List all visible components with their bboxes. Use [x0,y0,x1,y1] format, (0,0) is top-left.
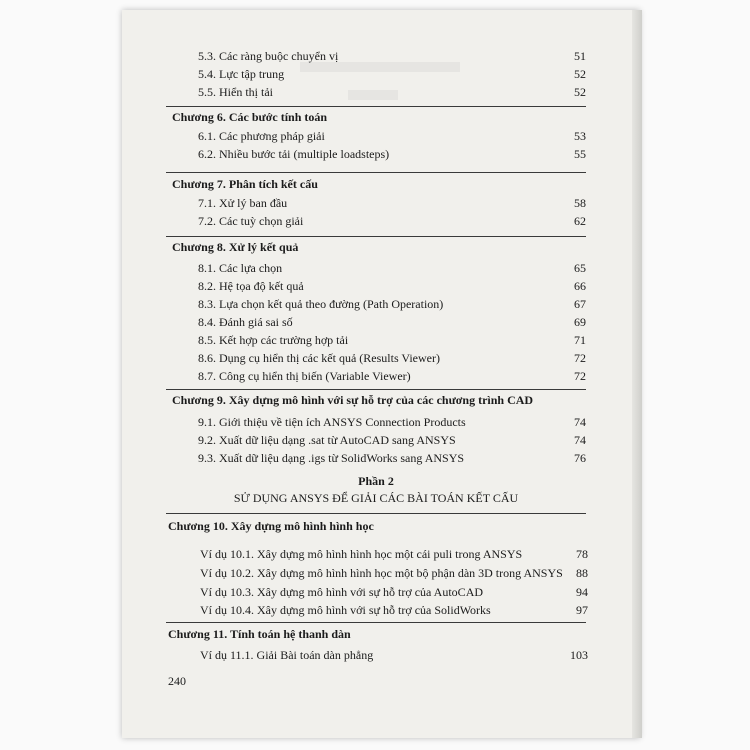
toc-entry-title: 9.3. Xuất dữ liệu dạng .igs từ SolidWorks sang ANSYS [198,451,465,465]
toc-entry-page: 65 [574,261,586,275]
toc-entry-page: 76 [574,451,586,465]
toc-entry-title: 5.3. Các ràng buộc chuyển vị [198,49,339,63]
toc-entry-title: 6.1. Các phương pháp giải [198,129,325,143]
toc-entry-title: Ví dụ 11.1. Giải Bài toán dàn phẳng [200,648,374,662]
toc-entry [198,315,586,331]
toc-entry-page: 67 [574,297,586,311]
toc-entry-title: 9.2. Xuất dữ liệu dạng .sat từ AutoCAD sang ANSYS [198,433,456,447]
divider [166,622,586,623]
toc-entry-title: 9.1. Giới thiệu về tiện ích ANSYS Connection Products [198,415,466,429]
chapter-heading: Chương 8. Xử lý kết quả [172,240,299,254]
chapter-heading: Chương 11. Tính toán hệ thanh dàn [168,627,351,641]
toc-entry-title: 6.2. Nhiều bước tải (multiple loadsteps) [198,147,390,161]
toc-entry [198,67,586,83]
toc-entry-title: 8.6. Dụng cụ hiển thị các kết quả (Results Viewer) [198,351,440,365]
toc-entry-page: 62 [574,214,586,228]
toc-entry-title: 5.5. Hiển thị tải [198,85,273,99]
toc-entry [200,648,588,664]
toc-entry-title: Ví dụ 10.3. Xây dựng mô hình với sự hỗ trợ của AutoCAD [200,585,484,599]
toc-entry-title: 8.1. Các lựa chọn [198,261,283,275]
toc-entry-page: 55 [574,147,586,161]
toc-entry-page: 52 [574,85,586,99]
toc-entry [198,415,586,431]
toc-entry-page: 103 [570,648,588,662]
toc-entry-page: 52 [574,67,586,81]
toc-entry [198,85,586,101]
toc-entry [198,279,586,295]
divider [166,106,586,107]
toc-entry-page: 66 [574,279,586,293]
toc-entry [198,196,586,212]
toc-entry-page: 53 [574,129,586,143]
toc-entry-title: 8.2. Hệ tọa độ kết quả [198,279,304,293]
toc-entry [198,369,586,385]
toc-entry-page: 97 [576,603,588,617]
toc-entry-title: Ví dụ 10.4. Xây dựng mô hình với sự hỗ trợ của SolidWorks [200,603,491,617]
toc-entry-page: 88 [576,566,588,580]
toc-entry-page: 74 [574,415,586,429]
toc-entry-title: 8.3. Lựa chọn kết quả theo đường (Path Operation) [198,297,444,311]
toc-entry [200,547,588,563]
toc-entry [198,351,586,367]
divider [166,513,586,514]
toc-entry-title: Ví dụ 10.1. Xây dựng mô hình hình học một cái puli trong ANSYS [200,547,523,561]
toc-entry [200,603,588,619]
toc-entry [198,261,586,277]
toc-entry-page: 69 [574,315,586,329]
chapter-heading: Chương 10. Xây dựng mô hình hình học [168,519,374,533]
toc-entry-page: 72 [574,369,586,383]
toc-entry-title: 7.2. Các tuỳ chọn giải [198,214,304,228]
part-title: SỬ DỤNG ANSYS ĐỂ GIẢI CÁC BÀI TOÁN KẾT CẤU [233,491,519,505]
toc-entry-title: 8.4. Đánh giá sai số [198,315,293,329]
toc-entry [198,297,586,313]
part-number: Phần 2 [358,474,394,488]
toc-entry-page: 51 [574,49,586,63]
toc-entry [198,49,586,65]
toc-entry [200,585,588,601]
chapter-heading: Chương 6. Các bước tính toán [172,110,328,124]
toc-entry-title: 8.5. Kết hợp các trường hợp tải [198,333,349,347]
toc-entry [198,333,586,349]
toc-entry [198,433,586,449]
toc-entry [200,566,588,582]
toc-entry-title: 5.4. Lực tập trung [198,67,285,81]
toc-entry [198,129,586,145]
toc-entry-page: 72 [574,351,586,365]
divider [166,172,586,173]
toc-entry [198,214,586,230]
toc-entry-page: 58 [574,196,586,210]
divider [166,389,586,390]
toc-entry-title: Ví dụ 10.2. Xây dựng mô hình hình học một bộ phận dàn 3D trong ANSYS [200,566,563,580]
toc-entry-page: 74 [574,433,586,447]
toc-entry [198,451,586,467]
toc-entry-page: 94 [576,585,588,599]
page-number: 240 [168,674,186,688]
toc-entry-page: 71 [574,333,586,347]
toc-entry-title: 7.1. Xử lý ban đầu [198,196,288,210]
divider [166,236,586,237]
toc-entry-page: 78 [576,547,588,561]
chapter-heading: Chương 9. Xây dựng mô hình với sự hỗ trợ của các chương trình CAD [172,393,534,407]
toc-entry-title: 8.7. Công cụ hiển thị biến (Variable Viewer) [198,369,411,383]
chapter-heading: Chương 7. Phân tích kết cấu [172,177,318,191]
toc-entry [198,147,586,163]
